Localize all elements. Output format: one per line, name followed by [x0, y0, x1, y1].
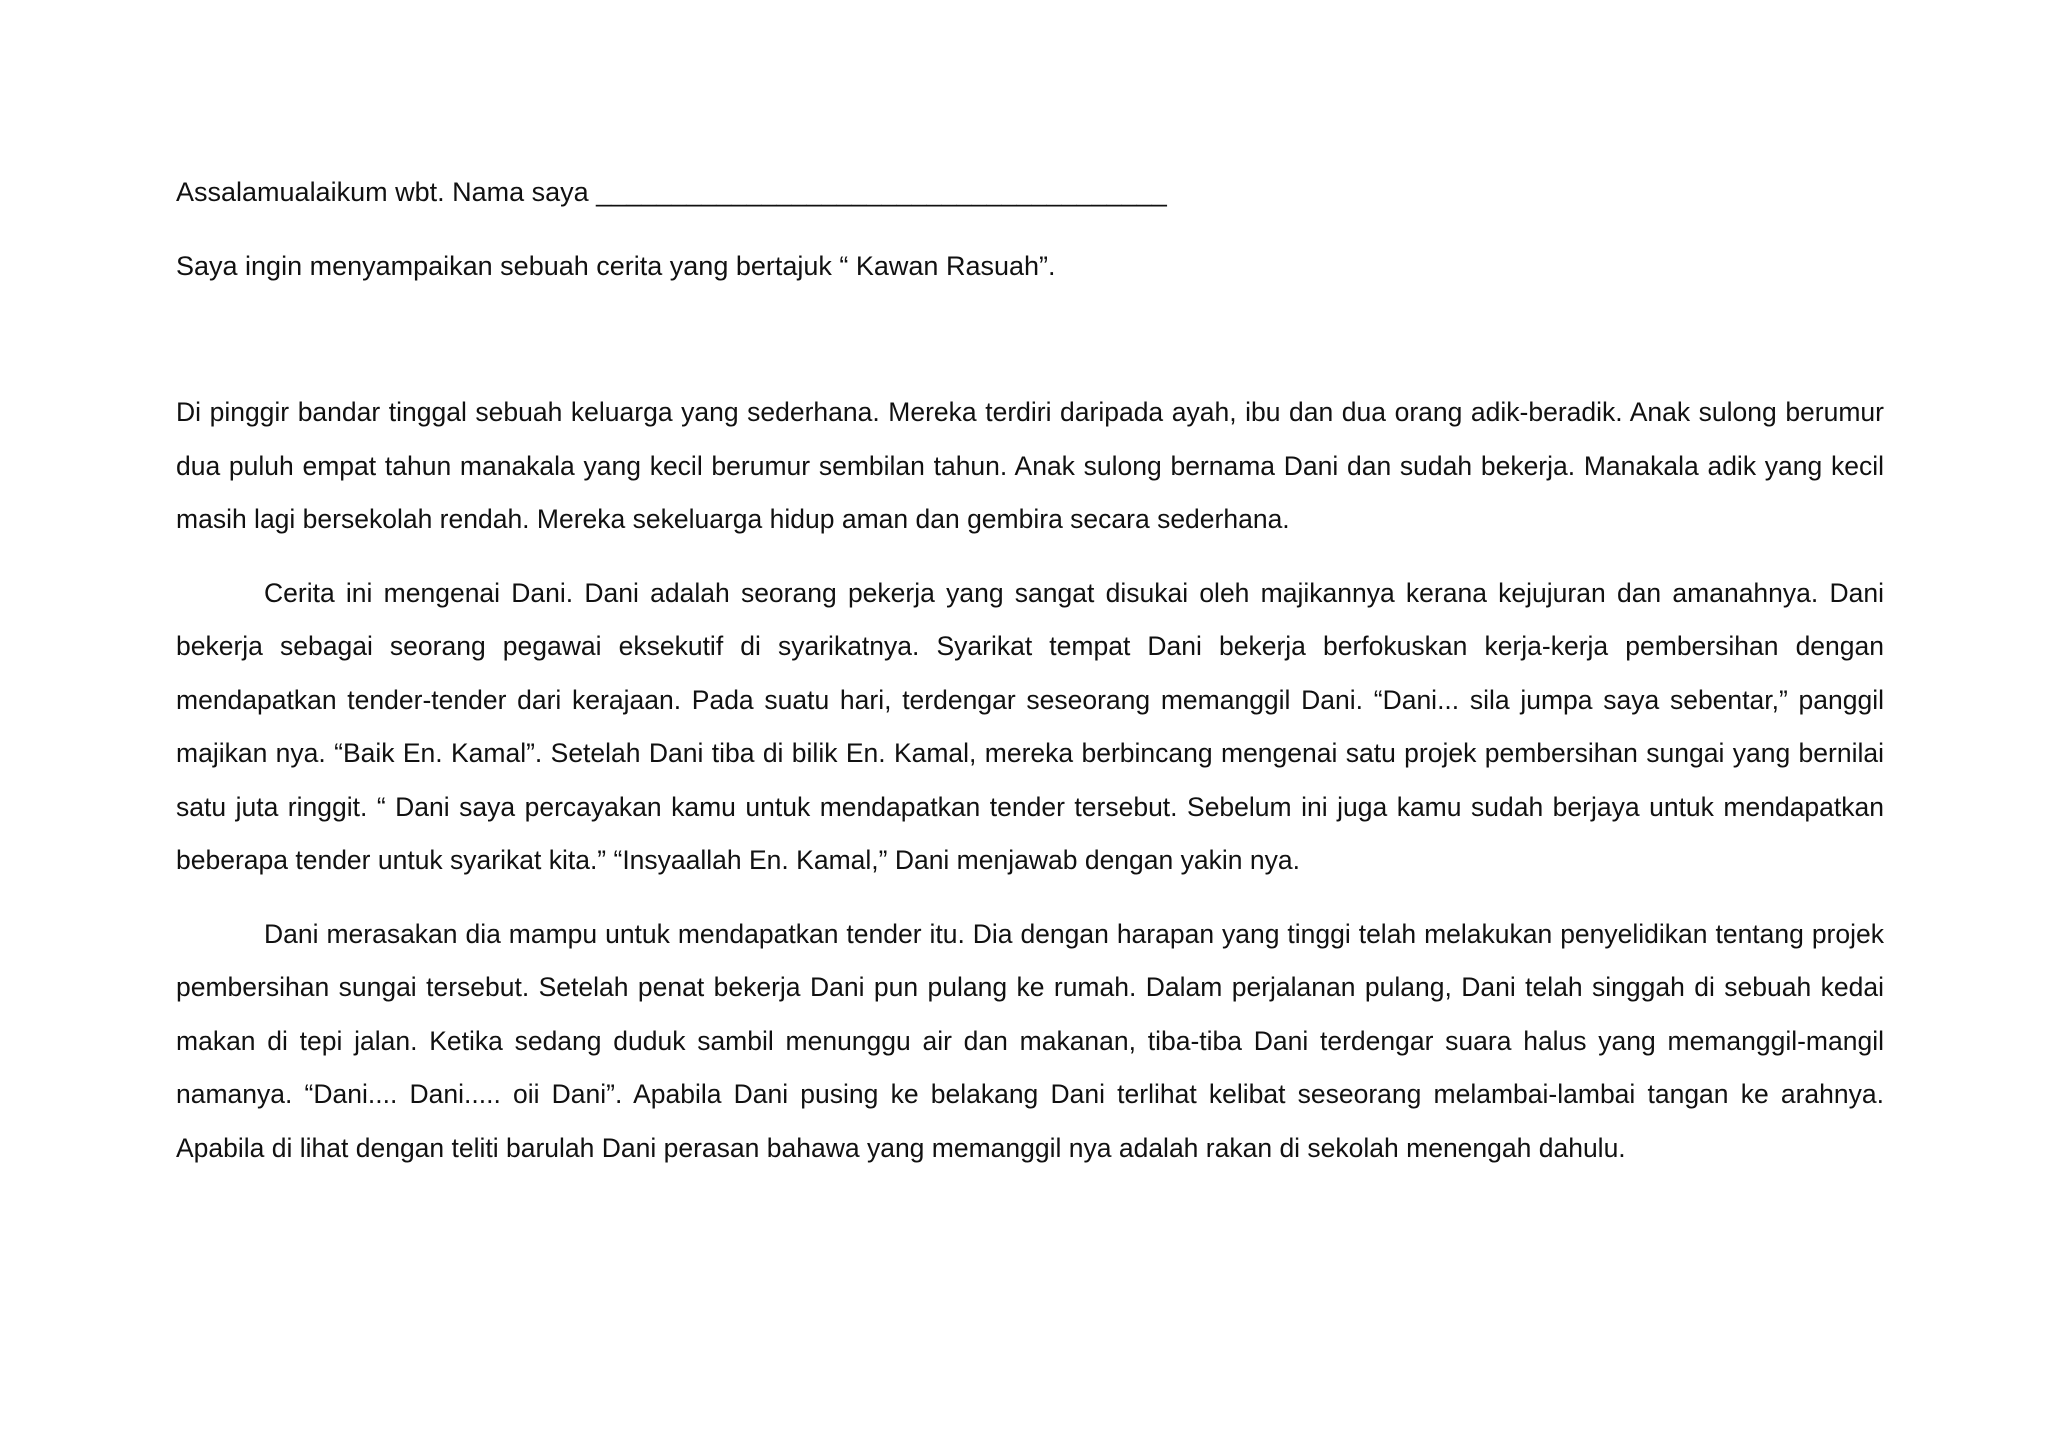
greeting-line: Assalamualaikum wbt. Nama saya ______________________________________ — [176, 177, 1167, 207]
document-page — [176, 172, 1884, 1195]
intro-line: Saya ingin menyampaikan sebuah cerita yang bertajuk “ Kawan Rasuah”. — [176, 251, 1056, 281]
paragraph-2: Cerita ini mengenai Dani. Dani adalah seorang pekerja yang sangat disukai oleh majikannya kerana kejujuran dan amanahnya. Dani bekerja sebagai seorang pegawai eksekutif di syarikatnya. Syarikat tempat Dani bekerja berfokuskan kerja-kerja pembersihan dengan mendapatkan tender-tender dari kerajaan. Pada suatu hari, terdengar seseorang memanggil Dani. “Dani... sila jumpa saya sebentar,” panggil majikan nya. “Baik En. Kamal”. Setelah Dani tiba di bilik En. Kamal, mereka berbincang mengenai satu projek pembersihan sungai yang bernilai satu juta ringgit. “ Dani saya percayakan kamu untuk mendapatkan tender tersebut. Sebelum ini juga kamu sudah berjaya untuk mendapatkan beberapa tender untuk syarikat kita.” “Insyaallah En. Kamal,” Dani menjawab dengan yakin nya. — [176, 577, 1884, 875]
paragraph-1: Di pinggir bandar tinggal sebuah keluarga yang sederhana. Mereka terdiri daripada ayah, ibu dan dua orang adik-beradik. Anak sulong berumur dua puluh empat tahun manakala yang kecil berumur sembilan tahun. Anak sulong bernama Dani dan sudah bekerja. Manakala adik yang kecil masih lagi bersekolah rendah. Mereka sekeluarga hidup aman dan gembira secara sederhana. — [176, 397, 1884, 534]
paragraph-3: Dani merasakan dia mampu untuk mendapatkan tender itu. Dia dengan harapan yang tinggi telah melakukan penyelidikan tentang projek pembersihan sungai tersebut. Setelah penat bekerja Dani pun pulang ke rumah. Dalam perjalanan pulang, Dani telah singgah di sebuah kedai makan di tepi jalan. Ketika sedang duduk sambil menunggu air dan makanan, tiba-tiba Dani terdengar suara halus yang memanggil-mangil namanya. “Dani.... Dani..... oii Dani”. Apabila Dani pusing ke belakang Dani terlihat kelibat seseorang melambai-lambai tangan ke arahnya. Apabila di lihat dengan teliti barulah Dani perasan bahawa yang memanggil nya adalah rakan di sekolah menengah dahulu. — [176, 918, 1884, 1163]
